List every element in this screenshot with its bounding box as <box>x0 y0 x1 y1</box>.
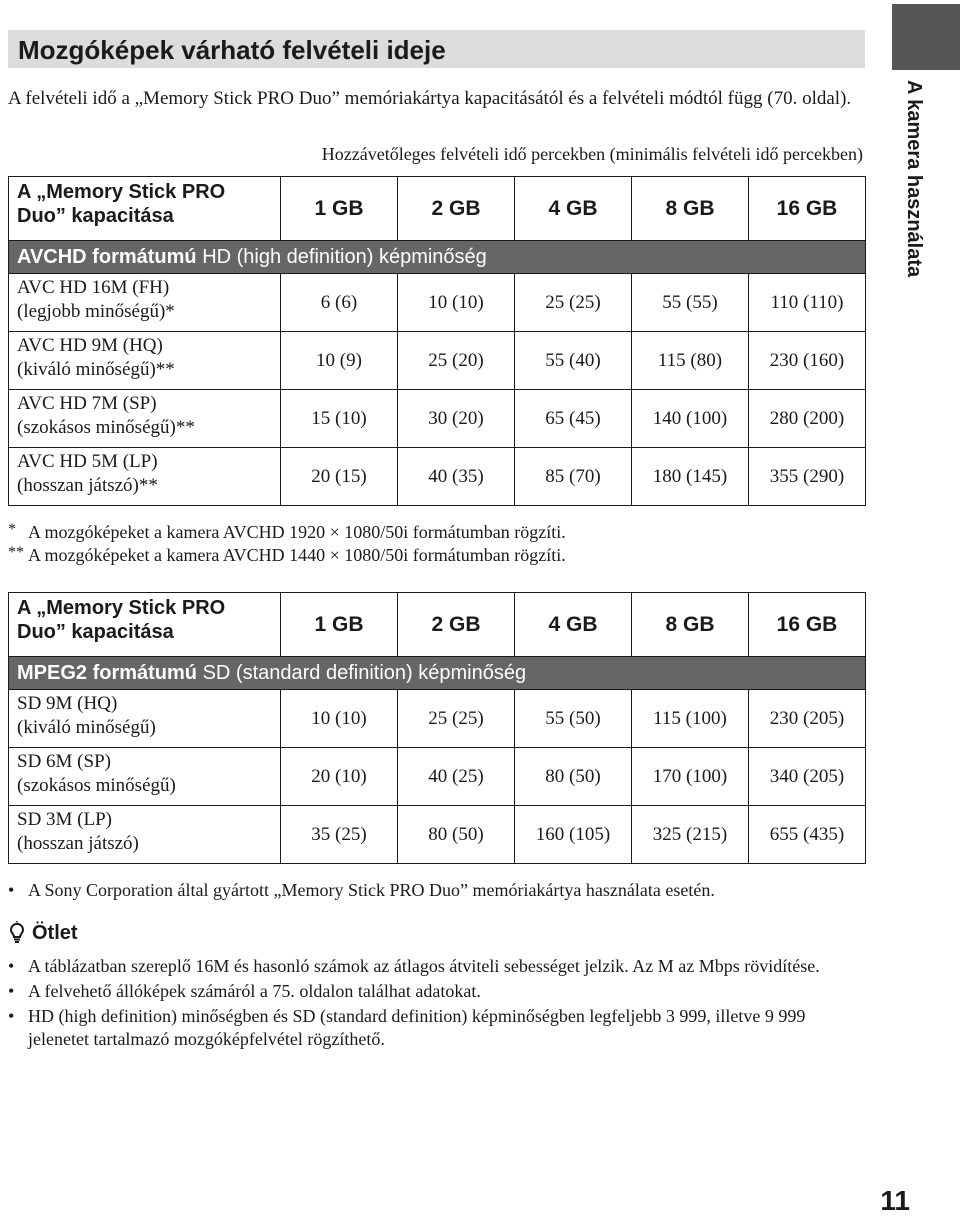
value-cell: 25 (25) <box>515 274 632 332</box>
value-cell: 115 (100) <box>632 690 749 748</box>
bullet-icon: • <box>8 880 15 900</box>
value-cell: 355 (290) <box>749 448 866 506</box>
mpeg2-recording-time-table <box>8 592 866 864</box>
list-item: • A táblázatban szereplő 16M és hasonló számok az átlagos átviteli sebességet jelzik. Az M az Mbps rövidítése. <box>8 956 820 976</box>
value-cell: 170 (100) <box>632 748 749 806</box>
lightbulb-icon <box>8 921 26 943</box>
mode-label: SD 6M (SP) (szokásos minőségű) <box>9 748 281 806</box>
value-cell: 55 (50) <box>515 690 632 748</box>
capacity-8gb: 8 GB <box>632 177 749 241</box>
footnote: ** A mozgóképeket a kamera AVCHD 1440 × 1080/50i formátumban rögzíti. <box>8 544 566 565</box>
value-cell: 40 (25) <box>398 748 515 806</box>
avchd-recording-time-table <box>8 176 866 506</box>
value-cell: 35 (25) <box>281 806 398 864</box>
footnote: * A mozgóképeket a kamera AVCHD 1920 × 1080/50i formátumban rögzíti. <box>8 521 566 542</box>
value-cell: 655 (435) <box>749 806 866 864</box>
value-cell: 25 (20) <box>398 332 515 390</box>
value-cell: 80 (50) <box>515 748 632 806</box>
intro-paragraph: A felvételi idő a „Memory Stick PRO Duo” memóriakártya kapacitásától és a felvételi módtól függ (70. oldal). <box>8 88 852 109</box>
table-row <box>9 748 866 806</box>
mode-label: AVC HD 9M (HQ) (kiváló minőségű)** <box>9 332 281 390</box>
page-number: 11 <box>880 1185 910 1216</box>
capacity-4gb: 4 GB <box>515 177 632 241</box>
value-cell: 230 (205) <box>749 690 866 748</box>
section-side-label: A kamera használata <box>903 80 925 278</box>
mode-label: AVC HD 5M (LP) (hosszan játszó)** <box>9 448 281 506</box>
section-row <box>9 657 866 690</box>
table-row <box>9 448 866 506</box>
value-cell: 230 (160) <box>749 332 866 390</box>
mode-label: AVC HD 16M (FH) (legjobb minőségű)* <box>9 274 281 332</box>
value-cell: 25 (25) <box>398 690 515 748</box>
value-cell: 340 (205) <box>749 748 866 806</box>
capacity-header-label: A „Memory Stick PRO Duo” kapacitása <box>9 177 281 241</box>
value-cell: 85 (70) <box>515 448 632 506</box>
value-cell: 115 (80) <box>632 332 749 390</box>
table-caption: Hozzávetőleges felvételi idő percekben (minimális felvételi idő percekben) <box>321 144 863 164</box>
tips-list <box>8 955 868 1053</box>
mode-label: SD 3M (LP) (hosszan játszó) <box>9 806 281 864</box>
capacity-2gb: 2 GB <box>398 593 515 657</box>
value-cell: 10 (10) <box>281 690 398 748</box>
capacity-16gb: 16 GB <box>749 177 866 241</box>
value-cell: 160 (105) <box>515 806 632 864</box>
capacity-4gb: 4 GB <box>515 593 632 657</box>
mode-label: AVC HD 7M (SP) (szokásos minőségű)** <box>9 390 281 448</box>
value-cell: 325 (215) <box>632 806 749 864</box>
value-cell: 15 (10) <box>281 390 398 448</box>
table-row <box>9 274 866 332</box>
value-cell: 110 (110) <box>749 274 866 332</box>
capacity-1gb: 1 GB <box>281 177 398 241</box>
table-header-row <box>9 593 866 657</box>
value-cell: 20 (10) <box>281 748 398 806</box>
value-cell: 55 (40) <box>515 332 632 390</box>
value-cell: 30 (20) <box>398 390 515 448</box>
section-label: MPEG2 formátumú SD (standard definition) képminőség <box>9 657 866 690</box>
capacity-16gb: 16 GB <box>749 593 866 657</box>
tip-heading: Ötlet <box>8 920 78 946</box>
value-cell: 10 (10) <box>398 274 515 332</box>
value-cell: 40 (35) <box>398 448 515 506</box>
value-cell: 180 (145) <box>632 448 749 506</box>
list-item: • A felvehető állóképek számáról a 75. oldalon találhat adatokat. <box>8 981 481 1001</box>
list-item: • HD (high definition) minőségben és SD (standard definition) képminőségben legfeljebb 3 999, illetve 9 999 jelenetet tartalmazó mozgóképfelvétel rögzíthető. <box>8 1006 806 1049</box>
value-cell: 65 (45) <box>515 390 632 448</box>
table-row <box>9 690 866 748</box>
section-row <box>9 241 866 274</box>
footnotes <box>8 521 566 567</box>
value-cell: 6 (6) <box>281 274 398 332</box>
mode-label: SD 9M (HQ) (kiváló minőségű) <box>9 690 281 748</box>
table-header-row <box>9 177 866 241</box>
value-cell: 280 (200) <box>749 390 866 448</box>
sony-note: • A Sony Corporation által gyártott „Memory Stick PRO Duo” memóriakártya használata esetén. <box>8 880 715 900</box>
capacity-8gb: 8 GB <box>632 593 749 657</box>
value-cell: 55 (55) <box>632 274 749 332</box>
value-cell: 20 (15) <box>281 448 398 506</box>
table-row <box>9 332 866 390</box>
capacity-1gb: 1 GB <box>281 593 398 657</box>
section-tab-marker <box>892 4 960 70</box>
value-cell: 80 (50) <box>398 806 515 864</box>
section-label: AVCHD formátumú HD (high definition) képminőség <box>9 241 866 274</box>
value-cell: 10 (9) <box>281 332 398 390</box>
table-row <box>9 806 866 864</box>
capacity-2gb: 2 GB <box>398 177 515 241</box>
value-cell: 140 (100) <box>632 390 749 448</box>
capacity-header-label: A „Memory Stick PRO Duo” kapacitása <box>9 593 281 657</box>
page-title: Mozgóképek várható felvételi ideje <box>8 30 865 68</box>
table-row <box>9 390 866 448</box>
